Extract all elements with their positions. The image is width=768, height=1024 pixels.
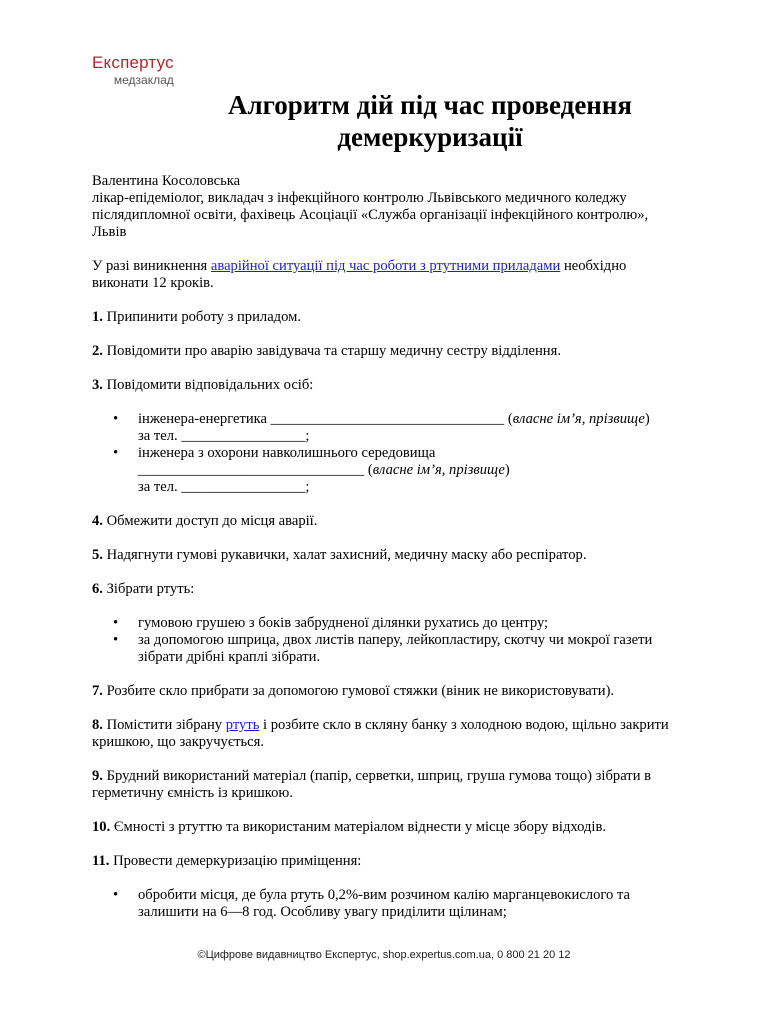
step-5 [92,547,682,564]
list-item [138,445,682,496]
list-item: • за допомогою шприца, двох листів паперу, лейкопластиру, скотчу чи мокрої газети зібрати дрібні краплі зібрати. [138,632,682,666]
mercury-link[interactable]: ртуть [225,717,260,733]
step-number: 3. [92,377,103,393]
contact-line: інженера-енергетика ________________________________ ( [138,411,513,427]
phone-line: за тел. _________________; [138,428,310,444]
list-item: • обробити місця, де була ртуть 0,2%-вим розчином калію марганцевокислого та залишити на 6—8 год. Особливу увагу приділити щілинам; [138,887,682,921]
author-name: Валентина Косоловська [92,173,241,189]
paren-close: ) [644,411,650,427]
logo-name: Експертус [92,53,174,72]
step-text: Провести демеркуризацію приміщення: [109,853,362,869]
step-text: Надягнути гумові рукавички, халат захисний, медичну маску або респіратор. [102,547,587,563]
step-11-list [92,887,682,921]
name-hint: власне ім’я, прізвище [372,462,505,478]
step-text: Обмежити доступ до місця аварії. [102,513,318,529]
page-footer: ©Цифрове видавництво Експертус, shop.expertus.com.ua, 0 800 21 20 12 [197,949,571,961]
intro-text-before: У разі виникнення [92,258,211,274]
step-text: Ємності з ртуттю та використаним матеріалом віднести у місце збору відходів. [110,819,607,835]
name-hint: власне ім’я, прізвище [512,411,645,427]
title-line-1: Алгоритм дій під час проведення [227,90,633,120]
step-3-list [92,411,682,496]
step-11 [92,853,682,870]
step-3 [92,377,682,394]
step-text: Зібрати ртуть: [102,581,195,597]
step-10 [92,819,682,836]
step-number: 11. [92,853,110,869]
step-number: 9. [92,768,103,784]
step-9 [92,768,682,802]
step-text: Повідомити про аварію завідувача та старшу медичну сестру відділення. [102,343,561,359]
document-body [92,173,682,921]
step-1 [92,309,682,326]
list-item [138,411,682,445]
step-number: 6. [92,581,103,597]
contact-line: інженера з охорони навколишнього середовища [138,445,436,461]
logo-subtitle: медзаклад [113,73,174,87]
step-number: 4. [92,513,103,529]
list-item: • гумовою грушею з боків забрудненої ділянки рухатись до центру; [138,615,682,632]
phone-line: за тел. _________________; [138,479,310,495]
step-4 [92,513,682,530]
step-6 [92,581,682,598]
title-line-2: демеркуризації [337,122,523,152]
intro-paragraph [92,258,682,292]
blank-line: _______________________________ ( [138,462,373,478]
step-number: 8. [92,717,103,733]
step-text: Припинити роботу з приладом. [102,309,301,325]
document-title [150,89,710,153]
step-number: 10. [92,819,111,835]
emergency-situation-link[interactable]: аварійної ситуації під час роботи з ртутними приладами [210,258,561,274]
step-6-list [92,615,682,666]
step-text: Брудний використаний матеріал (папір, серветки, шприц, груша гумова тощо) зібрати в герметичну ємність із кришкою. [92,768,652,801]
step-number: 1. [92,309,103,325]
step-text-before: Помістити зібрану [102,717,226,733]
step-7 [92,683,682,700]
step-number: 5. [92,547,103,563]
step-number: 7. [92,683,103,699]
step-2 [92,343,682,360]
intro-text-after: необхідно виконати 12 кроків. [92,258,627,291]
step-text-after: і розбите скло в скляну банку з холодною водою, щільно закрити кришкою, що закручується. [92,717,669,750]
author-bio: лікар-епідеміолог, викладач з інфекційного контролю Львівського медичного коледжу післядипломної освіти, фахівець Асоціації «Служба організації інфекційного контролю», Львів [92,190,649,240]
step-number: 2. [92,343,103,359]
step-text: Повідомити відповідальних осіб: [102,377,314,393]
paren-close: ) [504,462,510,478]
publisher-logo [92,54,174,86]
step-text: Розбите скло прибрати за допомогою гумової стяжки (віник не використовувати). [102,683,615,699]
step-8 [92,717,682,751]
